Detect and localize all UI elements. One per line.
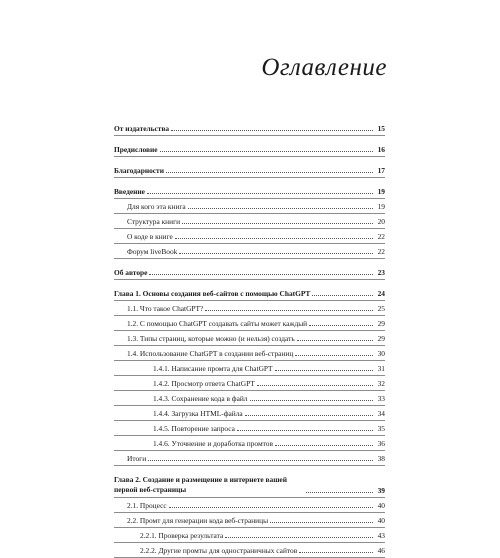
toc-entry-label: 2.1. Процесс: [127, 501, 167, 510]
toc-entry-page: 40: [377, 501, 385, 510]
toc-entry-page: 36: [377, 439, 385, 448]
toc-entry-label: 1.4.4. Загрузка HTML-файла: [153, 409, 243, 418]
toc-entry-page: 29: [377, 319, 385, 328]
dot-leader: [175, 237, 373, 239]
toc-entry-page: 32: [377, 379, 385, 388]
dot-leader: [237, 429, 373, 431]
toc-entry[interactable]: [114, 439, 385, 451]
toc-entry-label: Для кого эта книга: [127, 202, 186, 211]
toc-entry-label: От издательства: [114, 124, 170, 133]
toc-entry[interactable]: [114, 247, 385, 259]
toc-entry[interactable]: [114, 364, 385, 376]
toc-entry-label: Глава 2. Создание и размещение в интернете вашей первой веб-страницы: [114, 475, 287, 494]
toc-entry-label: О коде в книге: [127, 232, 173, 241]
dot-leader: [275, 444, 373, 446]
toc-entry-page: 23: [377, 268, 385, 277]
dot-leader: [312, 294, 373, 296]
toc-entry-label: Глава 1. Основы создания веб-сайтов с помощью ChatGPT: [114, 289, 311, 298]
toc-entry-page: 30: [377, 349, 385, 358]
toc-entry-page: 33: [377, 394, 385, 403]
toc-entry[interactable]: [114, 475, 385, 498]
dot-leader: [148, 459, 373, 461]
toc-entry-label: Введение: [114, 187, 145, 196]
toc-entry-label: 1.2. С помощью ChatGPT создавать сайты может каждый: [127, 319, 308, 328]
toc-entry[interactable]: [114, 232, 385, 244]
toc-entry-label: 2.2.2. Другие промты для одностраничных сайтов: [140, 546, 298, 555]
toc-entry-page: 46: [377, 546, 385, 555]
toc-entry-page: 31: [377, 364, 385, 373]
dot-leader: [295, 354, 373, 356]
toc-entry-page: 24: [377, 289, 385, 298]
dot-leader: [299, 551, 373, 553]
toc-entry-label: Предисловие: [114, 145, 158, 154]
dot-leader: [245, 414, 373, 416]
toc-entry-label: 1.4.6. Уточнение и доработка промтов: [153, 439, 273, 448]
toc-entry-page: 19: [377, 187, 385, 196]
dot-leader: [166, 171, 373, 173]
toc-entry-page: 25: [377, 304, 385, 313]
dot-leader: [306, 491, 373, 493]
toc-entry-label: 2.2. Промт для генерации кода веб-страницы: [127, 516, 269, 525]
toc-entry-page: 40: [377, 516, 385, 525]
dot-leader: [149, 273, 373, 275]
toc-entry-page: 16: [377, 145, 385, 154]
dot-leader: [297, 339, 373, 341]
toc-entry[interactable]: [114, 454, 385, 466]
page-title: Оглавление: [261, 54, 387, 81]
toc-entry-page: 19: [377, 202, 385, 211]
toc-entry-page: 15: [377, 124, 385, 133]
toc-entry[interactable]: [114, 379, 385, 391]
toc-entry-page: 17: [377, 166, 385, 175]
dot-leader: [225, 536, 373, 538]
toc-entry[interactable]: [114, 516, 385, 528]
toc-entry-label: 1.4.1. Написание промта для ChatGPT: [153, 364, 273, 373]
toc-entry[interactable]: [114, 268, 385, 280]
toc-entry-label: 1.4.2. Просмотр ответа ChatGPT: [153, 379, 255, 388]
toc-entry[interactable]: [114, 334, 385, 346]
toc-entry[interactable]: [114, 424, 385, 436]
toc-entry-label: 1.4.3. Сохранение кода в файл: [153, 394, 248, 403]
toc-entry[interactable]: [114, 289, 385, 301]
toc-entry-label: 1.3. Типы страниц, которые можно (и нельзя) создать: [127, 334, 295, 343]
dot-leader: [160, 150, 373, 152]
toc-entry[interactable]: [114, 409, 385, 421]
toc-entry[interactable]: [114, 145, 385, 157]
toc-entry[interactable]: [114, 202, 385, 214]
toc-entry-page: 39: [377, 486, 385, 495]
toc-entry-page: 43: [377, 531, 385, 540]
dot-leader: [171, 129, 373, 131]
dot-leader: [179, 252, 373, 254]
dot-leader: [188, 207, 373, 209]
toc-entry-page: 35: [377, 424, 385, 433]
toc-entry[interactable]: [114, 124, 385, 136]
toc-entry-label: 1.1. Что такое ChatGPT?: [127, 304, 204, 313]
toc-entry-page: 38: [377, 454, 385, 463]
toc-entry[interactable]: [114, 187, 385, 199]
toc-entry-label: Об авторе: [114, 268, 148, 277]
toc-entry-page: 22: [377, 247, 385, 256]
toc-entry[interactable]: [114, 501, 385, 513]
table-of-contents: [114, 124, 385, 558]
toc-entry-page: 29: [377, 334, 385, 343]
toc-entry[interactable]: [114, 319, 385, 331]
toc-entry[interactable]: [114, 217, 385, 229]
toc-entry-label: 1.4.5. Повторение запроса: [153, 424, 235, 433]
toc-entry[interactable]: [114, 304, 385, 316]
dot-leader: [182, 222, 373, 224]
toc-entry[interactable]: [114, 394, 385, 406]
toc-entry-label: Благодарности: [114, 166, 164, 175]
toc-entry-label: Структура книги: [127, 217, 181, 226]
toc-entry[interactable]: [114, 166, 385, 178]
toc-entry-label: 1.4. Использование ChatGPT в создании веб-страниц: [127, 349, 294, 358]
toc-entry-page: 20: [377, 217, 385, 226]
dot-leader: [147, 192, 373, 194]
toc-entry-label: Форум liveBook: [127, 247, 178, 256]
toc-entry-label: 2.2.1. Проверка результата: [140, 531, 224, 540]
toc-entry-page: 34: [377, 409, 385, 418]
dot-leader: [205, 309, 373, 311]
toc-entry[interactable]: [114, 349, 385, 361]
toc-entry-page: 22: [377, 232, 385, 241]
toc-entry[interactable]: [114, 546, 385, 558]
dot-leader: [275, 369, 373, 371]
dot-leader: [309, 324, 373, 326]
dot-leader: [270, 521, 373, 523]
toc-entry-label: Итоги: [127, 454, 147, 463]
dot-leader: [169, 506, 373, 508]
dot-leader: [257, 384, 373, 386]
toc-entry[interactable]: [114, 531, 385, 543]
dot-leader: [250, 399, 374, 401]
